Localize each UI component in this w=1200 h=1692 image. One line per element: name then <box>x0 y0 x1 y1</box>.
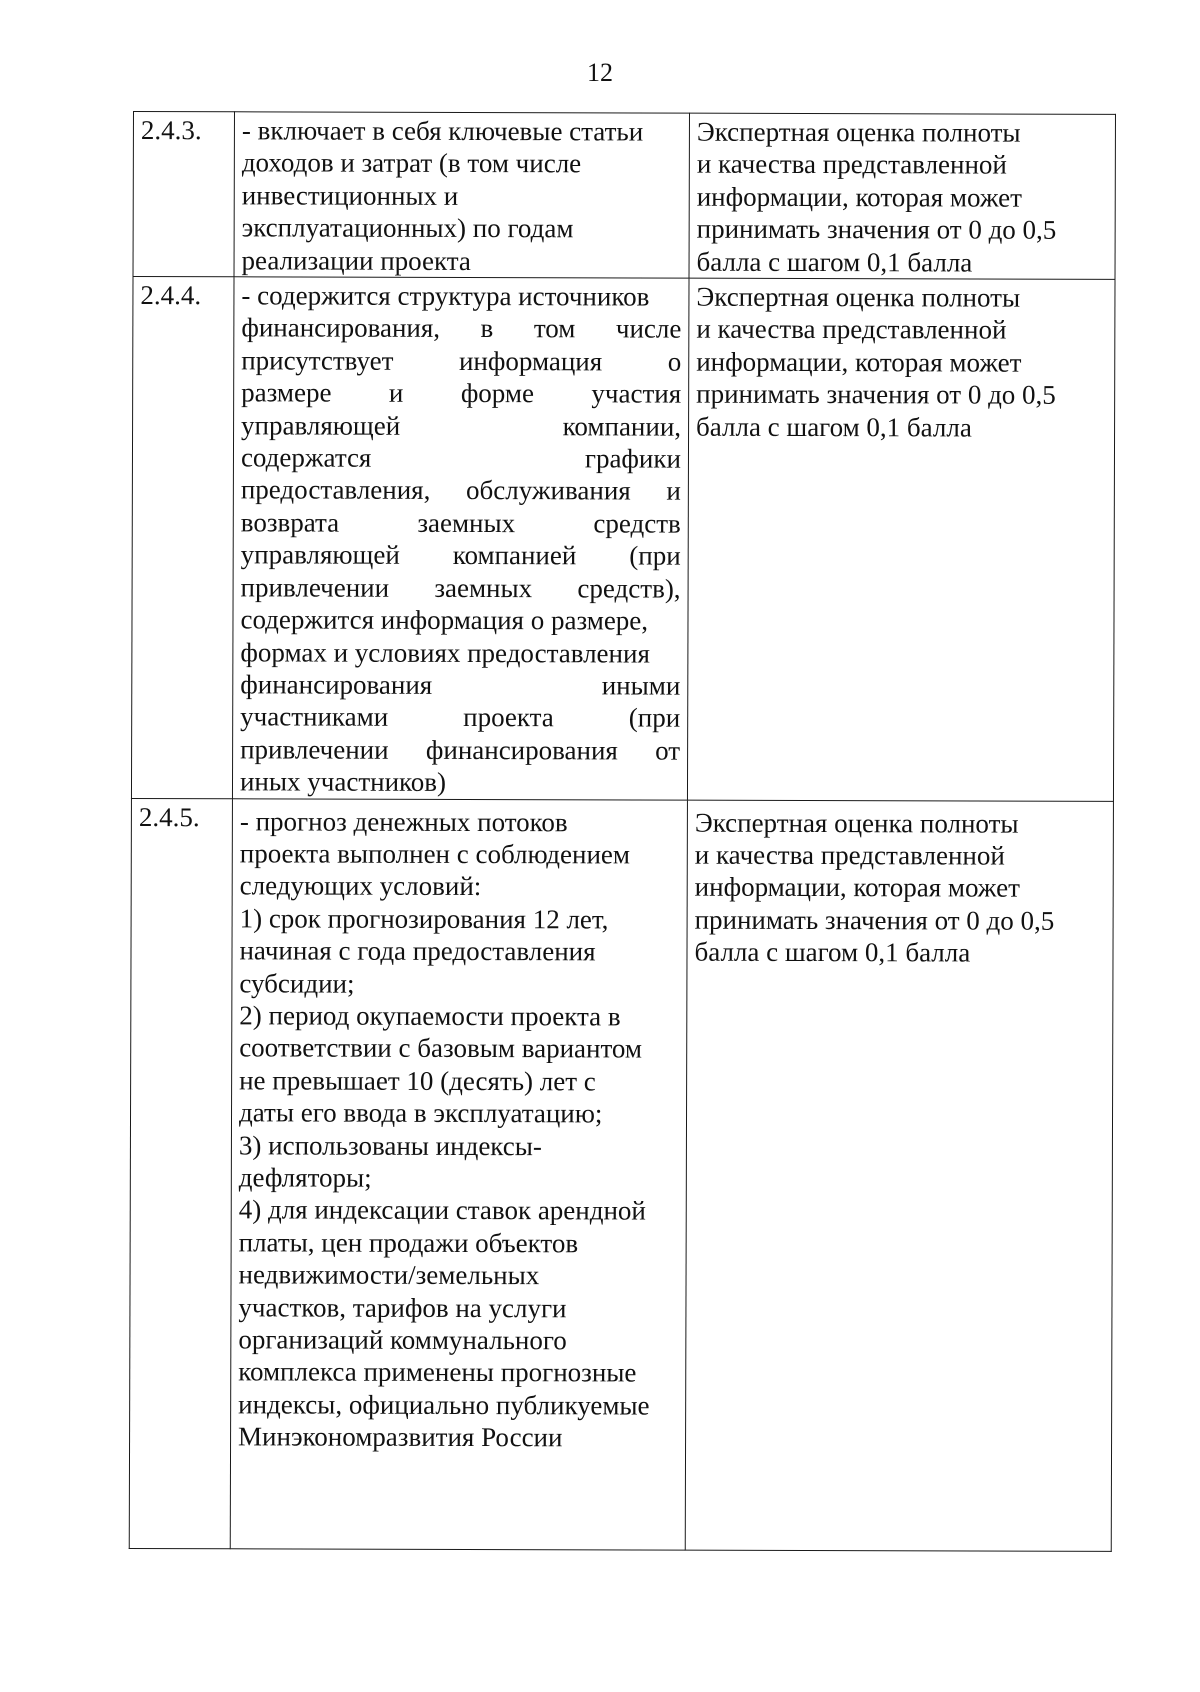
row-number: 2.4.3. <box>140 115 202 146</box>
description-line: субсидии; <box>239 967 355 999</box>
description-line: соответствии с базовым вариантом <box>239 1032 643 1064</box>
row-number: 2.4.4. <box>140 280 202 311</box>
description-line: предоставления, обслуживания и <box>240 474 681 507</box>
description-line: содержатся графики <box>240 442 682 474</box>
description-line: Минэкономразвития России <box>238 1421 563 1453</box>
score-line: Экспертная оценка полноты <box>696 281 1021 313</box>
description-line: даты его ввода в эксплуатацию; <box>238 1097 603 1129</box>
score-cell <box>689 113 1115 279</box>
score-cell <box>685 800 1113 1551</box>
row-number-cell <box>131 277 234 799</box>
description-line: 2) период окупаемости проекта в <box>239 1000 621 1032</box>
description-line: 1) срок прогнозирования 12 лет, <box>239 903 609 935</box>
row-number-cell <box>129 798 232 1548</box>
description-line: размере и форме участия <box>241 377 682 409</box>
description-line: привлечении финансирования от <box>240 734 681 766</box>
score-cell <box>687 278 1115 801</box>
description-line: платы, цен продажи объектов <box>238 1227 579 1259</box>
score-line: принимать значения от 0 до 0,5 <box>694 904 1055 936</box>
description-line: формах и условиях предоставления <box>240 636 650 669</box>
page-number: 12 <box>587 58 613 87</box>
score-line: принимать значения от 0 до 0,5 <box>696 378 1056 410</box>
description-line: инвестиционных и <box>241 180 459 211</box>
description-line: 3) использованы индексы- <box>238 1129 542 1161</box>
score-line: принимать значения от 0 до 0,5 <box>696 213 1057 245</box>
score-line: балла с шагом 0,1 балла <box>694 936 971 968</box>
table-row <box>129 798 1113 1551</box>
description-line: - содержится структура источников <box>241 280 650 312</box>
description-line: дефляторы; <box>238 1162 372 1193</box>
description-cell <box>232 277 689 800</box>
table-row <box>133 112 1115 280</box>
score-line: информации, которая может <box>694 872 1020 903</box>
description-line: организаций коммунального <box>238 1324 567 1356</box>
score-line: и качества представленной <box>694 839 1005 871</box>
description-line: участков, тарифов на услуги <box>238 1291 567 1323</box>
row-number: 2.4.5. <box>138 801 200 832</box>
description-line: начиная с года предоставления <box>239 935 596 967</box>
description-line: финансирования иными <box>240 669 681 701</box>
description-line: реализации проекта <box>241 244 471 276</box>
description-line: содержится информация о размере, <box>240 604 649 636</box>
score-line: балла с шагом 0,1 балла <box>696 246 973 278</box>
description-line: управляющей компании, <box>241 409 682 442</box>
description-line: возврата заемных средств <box>240 507 681 539</box>
description-line: недвижимости/земельных <box>238 1259 540 1291</box>
score-line: информации, которая может <box>696 181 1022 213</box>
description-line: участниками проекта (при <box>240 701 681 733</box>
description-cell <box>234 112 689 278</box>
description-line: индексы, официально публикуемые <box>238 1389 650 1421</box>
description-line: - прогноз денежных потоков <box>239 805 568 837</box>
description-line: иных участников) <box>239 766 447 798</box>
description-line: не превышает 10 (десять) лет с <box>239 1065 596 1097</box>
row-number-cell <box>133 112 234 277</box>
score-line: Экспертная оценка полноты <box>694 807 1019 839</box>
description-line: 4) для индексации ставок арендной <box>238 1194 646 1226</box>
score-line: балла с шагом 0,1 балла <box>696 411 972 443</box>
description-line: проекта выполнен с соблюдением <box>239 838 631 870</box>
description-line: - включает в себя ключевые статьи <box>241 115 644 147</box>
description-line: управляющей компанией (при <box>240 539 681 571</box>
description-cell <box>230 798 687 1549</box>
description-line: эксплуатационных) по годам <box>241 212 574 244</box>
score-line: и качества представленной <box>696 314 1007 346</box>
description-line: финансирования, в том числе <box>241 312 682 345</box>
criteria-table <box>129 111 1116 1551</box>
table-row <box>131 277 1115 801</box>
score-line: Экспертная оценка полноты <box>696 116 1021 148</box>
description-line: привлечении заемных средств), <box>240 572 681 604</box>
score-line: информации, которая может <box>696 346 1022 378</box>
score-line: и качества представленной <box>696 149 1007 180</box>
description-line: доходов и затрат (в том числе <box>241 147 582 179</box>
description-line: следующих условий: <box>239 870 482 902</box>
description-line: присутствует информация о <box>241 345 682 377</box>
description-line: комплекса применены прогнозные <box>238 1356 637 1388</box>
